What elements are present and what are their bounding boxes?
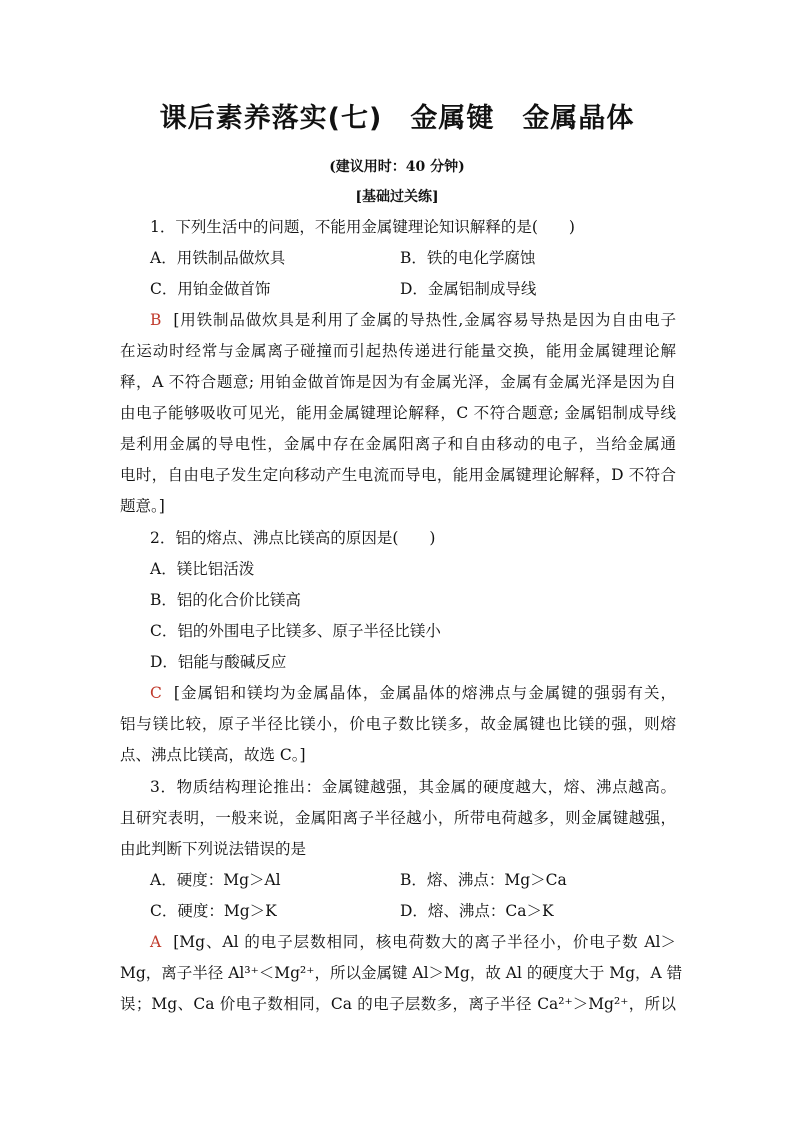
q3-option-a: A．硬度：Mg＞Al: [150, 871, 281, 889]
q3-option-b: B．熔、沸点：Mg＞Ca: [400, 871, 567, 889]
q3-explanation-line: 误；Mg、Ca 价电子数相同，Ca 的电子层数多，离子半径 Ca²⁺＞Mg²⁺，所以: [120, 995, 676, 1013]
q2-option-b: B．铝的化合价比镁高: [150, 591, 301, 609]
q1-explanation-line: 由电子能够吸收可见光，能用金属键理论解释，C 不符合题意; 金属铝制成导线: [120, 404, 676, 422]
q1-stem: 1．下列生活中的问题，不能用金属键理论知识解释的是( ): [150, 218, 575, 236]
q3-option-d: D．熔、沸点：Ca＞K: [400, 902, 554, 920]
q3-explanation-line: Mg，离子半径 Al³⁺＜Mg²⁺，所以金属键 Al＞Mg，故 Al 的硬度大于 Mg，A 错: [120, 964, 683, 982]
q1-explanation-line: 是利用金属的导电性，金属中存在金属阳离子和自由移动的电子，当给金属通: [120, 435, 676, 453]
q2-explanation-line: 铝与镁比较，原子半径比镁小，价电子数比镁多，故金属键也比镁的强，则熔: [120, 715, 676, 733]
q1-answer: B: [150, 311, 162, 329]
q2-answer: C: [150, 684, 162, 702]
q3-answer: A: [150, 933, 162, 951]
q3-stem: 3．物质结构理论推出：金属键越强，其金属的硬度越大，熔、沸点越高。: [150, 778, 676, 796]
q1-explanation-line: 在运动时经常与金属离子碰撞而引起热传递进行能量交换，能用金属键理论解: [120, 342, 676, 360]
page-title: 课后素养落实(七) 金属键 金属晶体: [159, 103, 635, 134]
q1-option-a: A．用铁制品做炊具: [150, 249, 286, 267]
q1-explanation-line: B [用铁制品做炊具是利用了金属的导热性,金属容易导热是因为自由电子: [150, 311, 676, 329]
q1-explanation-line: 电时，自由电子发生定向移动产生电流而导电，能用金属键理论解释，D 不符合: [120, 466, 676, 484]
q2-stem: 2．铝的熔点、沸点比镁高的原因是( ): [150, 529, 436, 547]
q2-option-a: A．镁比铝活泼: [150, 560, 255, 578]
q1-option-c: C．用铂金做首饰: [150, 280, 271, 298]
q1-explanation-line: 释，A 不符合题意; 用铂金做首饰是因为有金属光泽，金属有金属光泽是因为自: [120, 373, 676, 391]
q3-option-c: C．硬度：Mg＞K: [150, 902, 277, 920]
q1-option-b: B．铁的电化学腐蚀: [400, 249, 536, 267]
section-heading: [基础过关练]: [355, 189, 439, 205]
q2-explanation-line: 点、沸点比镁高，故选 C。]: [120, 746, 306, 764]
q3-explanation-line: A [Mg、Al 的电子层数相同，核电荷数大的离子半径小，价电子数 Al＞: [150, 933, 676, 951]
q2-explanation-line: C [金属铝和镁均为金属晶体，金属晶体的熔沸点与金属键的强弱有关，: [150, 684, 676, 702]
q2-option-d: D．铝能与酸碱反应: [150, 653, 287, 671]
q1-explanation-line: 题意。]: [120, 497, 165, 515]
time-note: (建议用时：40 分钟): [329, 159, 465, 175]
q3-stem: 且研究表明，一般来说，金属阳离子半径越小，所带电荷越多，则金属键越强，: [120, 809, 676, 827]
q2-option-c: C．铝的外围电子比镁多、原子半径比镁小: [150, 622, 441, 640]
q1-option-d: D．金属铝制成导线: [400, 280, 537, 298]
q3-stem: 由此判断下列说法错误的是: [120, 840, 307, 858]
